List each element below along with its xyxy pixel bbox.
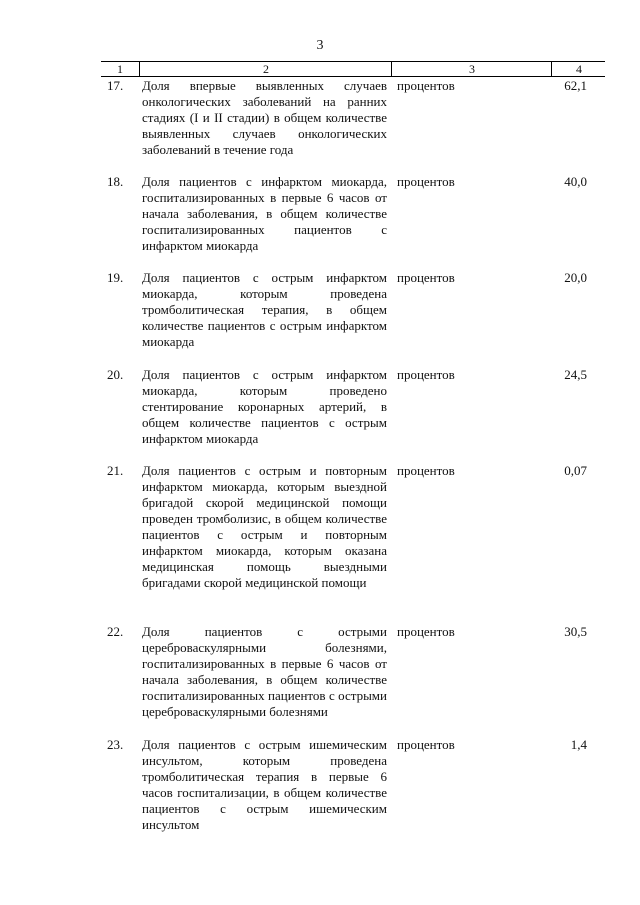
indicator-text: Доля впервые выявленных случаев онкологических заболеваний на ранних стадиях (I и II стадии) в общем количестве выявленных случаев онкологических заболеваний в течение года xyxy=(142,78,387,157)
indicator-value: 1,4 xyxy=(570,737,587,752)
indicator-text: Доля пациентов с острым инфарктом миокарда, которым проведено стентирование коронарных артерий, в общем количестве пациентов с острым инфарктом миокарда xyxy=(142,367,387,446)
row-number: 21. xyxy=(107,463,124,478)
row-number: 20. xyxy=(107,367,124,382)
unit-label: процентов xyxy=(397,78,455,93)
unit-label: процентов xyxy=(397,463,455,478)
unit-label: процентов xyxy=(397,174,455,189)
row-number: 17. xyxy=(107,78,124,93)
row-number: 23. xyxy=(107,737,124,752)
table-header xyxy=(101,61,605,77)
unit-label: процентов xyxy=(397,737,455,752)
indicator-text: Доля пациентов с острыми цереброваскулярными болезнями, госпитализированных в первые 6 часов от начала заболевания, в общем количестве госпитализированных пациентов с острыми цереброваскулярными болезнями xyxy=(142,624,387,719)
page-number: 3 xyxy=(316,38,324,53)
indicator-value: 0,07 xyxy=(564,463,587,478)
unit-label: процентов xyxy=(397,367,455,382)
indicator-value: 40,0 xyxy=(564,174,587,189)
row-number: 18. xyxy=(107,174,124,189)
indicator-text: Доля пациентов с острым ишемическим инсультом, которым проведена тромболитическая терапия в первые 6 часов госпитализации, в общем количестве пациентов с острым ишемическим инсультом xyxy=(142,737,387,832)
indicator-value: 30,5 xyxy=(564,624,587,639)
indicator-value: 24,5 xyxy=(564,367,587,382)
indicator-text: Доля пациентов с инфарктом миокарда, госпитализированных в первые 6 часов от начала заболевания, в общем количестве госпитализированных пациентов с инфарктом миокарда xyxy=(142,174,387,253)
column-header-1: 1 xyxy=(117,62,123,76)
unit-label: процентов xyxy=(397,270,455,285)
indicator-text: Доля пациентов с острым инфарктом миокарда, которым проведена тромболитическая терапия, в общем количестве пациентов с острым инфарктом миокарда xyxy=(142,270,387,349)
column-header-2: 2 xyxy=(139,62,392,76)
column-header-3: 3 xyxy=(391,62,552,76)
row-number: 19. xyxy=(107,270,124,285)
indicator-value: 62,1 xyxy=(564,78,587,93)
column-header-4: 4 xyxy=(551,62,606,76)
indicator-value: 20,0 xyxy=(564,270,587,285)
row-number: 22. xyxy=(107,624,124,639)
indicator-text: Доля пациентов с острым и повторным инфарктом миокарда, которым выездной бригадой скорой медицинской помощи проведен тромболизис, в общем количестве пациентов с острым и повторным инфарктом миокарда, которым оказана медицинская помощь выездными бригадами скорой медицинской помощи xyxy=(142,463,387,590)
unit-label: процентов xyxy=(397,624,455,639)
